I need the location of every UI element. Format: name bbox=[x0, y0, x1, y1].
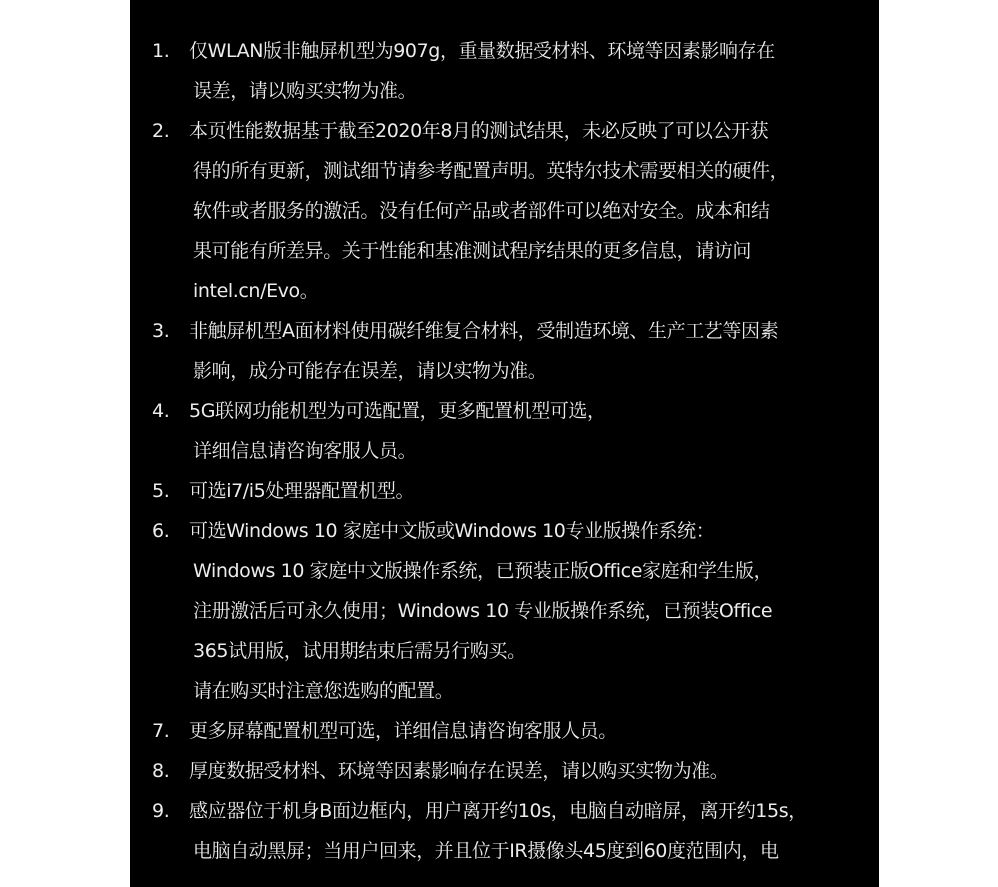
footnote-number: 9. bbox=[152, 800, 170, 822]
footnote-text-line: 365试用版，试用期结束后需另行购买。 bbox=[193, 640, 526, 662]
footnote-text-line: 5G联网功能机型为可选配置，更多配置机型可选， bbox=[189, 400, 606, 422]
footnote-text-line: intel.cn/Evo。 bbox=[193, 280, 319, 302]
footnote-text-line: 请在购买时注意您选购的配置。 bbox=[193, 680, 454, 702]
footnote-number: 7. bbox=[152, 720, 170, 742]
footnote-item bbox=[130, 791, 879, 871]
footnote-text-line: 得的所有更新，测试细节请参考配置声明。英特尔技术需要相关的硬件， bbox=[193, 160, 789, 182]
footnote-item bbox=[130, 31, 879, 111]
footnotes-panel bbox=[130, 0, 879, 887]
footnote-item bbox=[130, 511, 879, 711]
footnote-text-line: 详细信息请咨询客服人员。 bbox=[193, 440, 417, 462]
footnote-number: 6. bbox=[152, 520, 170, 542]
footnote-text-line: 非触屏机型A面材料使用碳纤维复合材料，受制造环境、生产工艺等因素 bbox=[189, 320, 779, 342]
footnote-item bbox=[130, 711, 879, 751]
footnote-text-line: 感应器位于机身B面边框内，用户离开约10s，电脑自动暗屏，离开约15s， bbox=[189, 800, 807, 822]
footnote-text-line: 软件或者服务的激活。没有任何产品或者部件可以绝对安全。成本和结 bbox=[193, 200, 770, 222]
footnote-text-line: Windows 10 家庭中文版操作系统，已预装正版Office家庭和学生版， bbox=[193, 560, 773, 582]
footnote-text-line: 厚度数据受材料、环境等因素影响存在误差，请以购买实物为准。 bbox=[189, 760, 729, 782]
footnote-text-line: 可选i7/i5处理器配置机型。 bbox=[189, 480, 415, 502]
footnote-text-line: 更多屏幕配置机型可选，详细信息请咨询客服人员。 bbox=[189, 720, 617, 742]
footnote-item bbox=[130, 751, 879, 791]
footnote-item bbox=[130, 391, 879, 471]
footnote-text-line: 注册激活后可永久使用；Windows 10 专业版操作系统，已预装Office bbox=[193, 600, 773, 622]
footnote-number: 1. bbox=[152, 40, 170, 62]
footnote-text-line: 可选Windows 10 家庭中文版或Windows 10专业版操作系统： bbox=[189, 520, 715, 542]
footnote-number: 5. bbox=[152, 480, 170, 502]
footnote-text-line: 果可能有所差异。关于性能和基准测试程序结果的更多信息，请访问 bbox=[193, 240, 752, 262]
footnote-text-line: 本页性能数据基于截至2020年8月的测试结果，未必反映了可以公开获 bbox=[189, 120, 769, 142]
footnote-number: 3. bbox=[152, 320, 170, 342]
footnotes-list bbox=[130, 31, 879, 871]
footnote-item bbox=[130, 111, 879, 311]
footnote-number: 4. bbox=[152, 400, 170, 422]
footnote-text-line: 影响，成分可能存在误差，请以实物为准。 bbox=[193, 360, 547, 382]
footnote-text-line: 误差，请以购买实物为准。 bbox=[193, 80, 417, 102]
footnote-number: 8. bbox=[152, 760, 170, 782]
footnote-item bbox=[130, 311, 879, 391]
footnote-number: 2. bbox=[152, 120, 170, 142]
footnote-text-line: 电脑自动黑屏；当用户回来，并且位于IR摄像头45度到60度范围内，电 bbox=[193, 840, 779, 862]
footnote-text-line: 仅WLAN版非触屏机型为907g，重量数据受材料、环境等因素影响存在 bbox=[189, 40, 775, 62]
footnote-item bbox=[130, 471, 879, 511]
